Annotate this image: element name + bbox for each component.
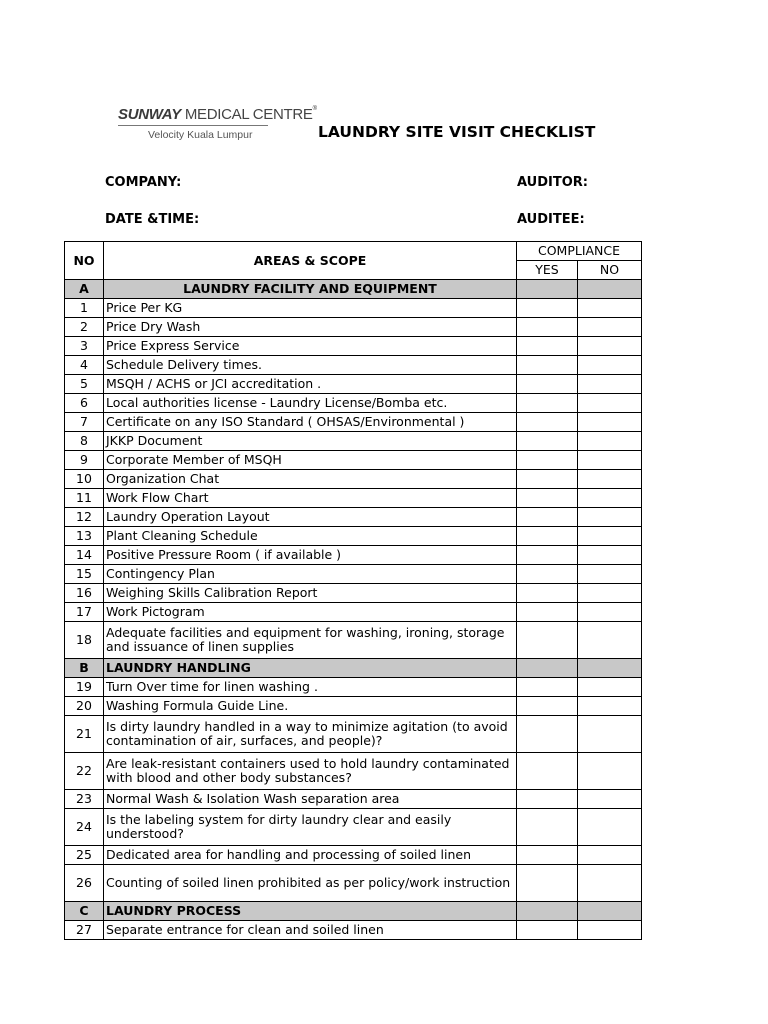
compliance-no-cell[interactable] (578, 451, 642, 470)
item-number: 24 (65, 809, 104, 846)
logo-location: Velocity Kuala Lumpur (148, 129, 253, 141)
compliance-no-cell (578, 902, 642, 921)
compliance-yes-cell (517, 659, 578, 678)
table-row (65, 565, 642, 584)
item-number: 19 (65, 678, 104, 697)
table-row (65, 622, 642, 659)
compliance-yes-cell[interactable] (517, 697, 578, 716)
compliance-no-cell[interactable] (578, 470, 642, 489)
item-number: 18 (65, 622, 104, 659)
compliance-no-cell[interactable] (578, 375, 642, 394)
item-description: Work Flow Chart (104, 489, 517, 508)
compliance-yes-cell[interactable] (517, 508, 578, 527)
table-row (65, 809, 642, 846)
table-row (65, 584, 642, 603)
compliance-yes-cell[interactable] (517, 527, 578, 546)
item-number: 16 (65, 584, 104, 603)
compliance-yes-cell[interactable] (517, 413, 578, 432)
table-row (65, 753, 642, 790)
item-number: 26 (65, 865, 104, 902)
compliance-yes-cell (517, 902, 578, 921)
header-areas-scope: AREAS & SCOPE (104, 242, 517, 280)
section-title: LAUNDRY PROCESS (104, 902, 517, 921)
item-number: 1 (65, 299, 104, 318)
compliance-yes-cell[interactable] (517, 375, 578, 394)
table-row (65, 432, 642, 451)
checklist-body (65, 280, 642, 940)
item-number: 25 (65, 846, 104, 865)
compliance-no-cell[interactable] (578, 584, 642, 603)
compliance-no-cell[interactable] (578, 299, 642, 318)
company-label: COMPANY: (105, 175, 182, 190)
item-number: 14 (65, 546, 104, 565)
compliance-no-cell[interactable] (578, 565, 642, 584)
compliance-no-cell[interactable] (578, 508, 642, 527)
item-number: 3 (65, 337, 104, 356)
item-description: Are leak-resistant containers used to hold laundry contaminated with blood and other body substances? (104, 753, 517, 790)
compliance-no-cell[interactable] (578, 546, 642, 565)
table-row (65, 451, 642, 470)
compliance-yes-cell[interactable] (517, 318, 578, 337)
compliance-no-cell[interactable] (578, 921, 642, 940)
item-description: Dedicated area for handling and processing of soiled linen (104, 846, 517, 865)
compliance-yes-cell[interactable] (517, 356, 578, 375)
item-description: Turn Over time for linen washing . (104, 678, 517, 697)
compliance-no-cell[interactable] (578, 753, 642, 790)
item-description: Work Pictogram (104, 603, 517, 622)
auditee-label: AUDITEE: (517, 212, 585, 227)
item-number: 13 (65, 527, 104, 546)
document-title: LAUNDRY SITE VISIT CHECKLIST (318, 123, 596, 141)
item-description: JKKP Document (104, 432, 517, 451)
table-row (65, 865, 642, 902)
item-description: Local authorities license - Laundry License/Bomba etc. (104, 394, 517, 413)
item-description: Is dirty laundry handled in a way to minimize agitation (to avoid contamination of air, surfaces, and people)? (104, 716, 517, 753)
compliance-yes-cell[interactable] (517, 921, 578, 940)
item-number: 7 (65, 413, 104, 432)
section-row (65, 902, 642, 921)
item-description: Price Express Service (104, 337, 517, 356)
compliance-no-cell[interactable] (578, 527, 642, 546)
item-number: 21 (65, 716, 104, 753)
table-row (65, 546, 642, 565)
logo-brand: SUNWAY (118, 106, 181, 123)
item-number: 20 (65, 697, 104, 716)
table-row (65, 356, 642, 375)
compliance-no-cell[interactable] (578, 394, 642, 413)
item-description: Weighing Skills Calibration Report (104, 584, 517, 603)
table-row (65, 678, 642, 697)
item-description: MSQH / ACHS or JCI accreditation . (104, 375, 517, 394)
item-number: 8 (65, 432, 104, 451)
compliance-no-cell (578, 659, 642, 678)
item-number: 23 (65, 790, 104, 809)
section-row (65, 659, 642, 678)
table-row (65, 790, 642, 809)
item-number: 11 (65, 489, 104, 508)
item-number: 6 (65, 394, 104, 413)
header-compliance: COMPLIANCE (517, 242, 642, 261)
table-row (65, 697, 642, 716)
compliance-no-cell[interactable] (578, 489, 642, 508)
compliance-yes-cell[interactable] (517, 337, 578, 356)
compliance-no-cell[interactable] (578, 432, 642, 451)
item-description: Certificate on any ISO Standard ( OHSAS/Environmental ) (104, 413, 517, 432)
table-row (65, 846, 642, 865)
compliance-no-cell[interactable] (578, 865, 642, 902)
table-row (65, 470, 642, 489)
logo-name: MEDICAL CENTRE (184, 106, 313, 123)
item-number: 12 (65, 508, 104, 527)
item-description: Corporate Member of MSQH (104, 451, 517, 470)
auditor-label: AUDITOR: (517, 175, 588, 190)
section-title: LAUNDRY FACILITY AND EQUIPMENT (104, 280, 517, 299)
table-row (65, 489, 642, 508)
section-row (65, 280, 642, 299)
compliance-no-cell[interactable] (578, 337, 642, 356)
compliance-yes-cell[interactable] (517, 716, 578, 753)
compliance-no-cell[interactable] (578, 716, 642, 753)
header-no-compliance: NO (578, 261, 642, 280)
compliance-no-cell[interactable] (578, 603, 642, 622)
item-description: Price Per KG (104, 299, 517, 318)
checklist-table (64, 241, 642, 940)
logo-wordmark (118, 106, 317, 123)
compliance-no-cell[interactable] (578, 809, 642, 846)
compliance-no-cell[interactable] (578, 790, 642, 809)
section-letter: A (65, 280, 104, 299)
compliance-yes-cell (517, 280, 578, 299)
table-row (65, 394, 642, 413)
header-no: NO (65, 242, 104, 280)
item-description: Plant Cleaning Schedule (104, 527, 517, 546)
table-row (65, 375, 642, 394)
compliance-yes-cell[interactable] (517, 584, 578, 603)
item-description: Normal Wash & Isolation Wash separation area (104, 790, 517, 809)
compliance-no-cell[interactable] (578, 622, 642, 659)
compliance-yes-cell[interactable] (517, 809, 578, 846)
compliance-yes-cell[interactable] (517, 432, 578, 451)
header-yes: YES (517, 261, 578, 280)
compliance-no-cell[interactable] (578, 697, 642, 716)
compliance-yes-cell[interactable] (517, 753, 578, 790)
compliance-no-cell[interactable] (578, 356, 642, 375)
table-row (65, 337, 642, 356)
compliance-yes-cell[interactable] (517, 678, 578, 697)
item-number: 15 (65, 565, 104, 584)
table-row (65, 318, 642, 337)
company-logo (118, 106, 317, 141)
compliance-yes-cell[interactable] (517, 489, 578, 508)
item-number: 10 (65, 470, 104, 489)
compliance-yes-cell[interactable] (517, 846, 578, 865)
section-letter: C (65, 902, 104, 921)
item-description: Washing Formula Guide Line. (104, 697, 517, 716)
compliance-no-cell[interactable] (578, 846, 642, 865)
table-row (65, 921, 642, 940)
section-title: LAUNDRY HANDLING (104, 659, 517, 678)
compliance-yes-cell[interactable] (517, 603, 578, 622)
item-number: 17 (65, 603, 104, 622)
compliance-no-cell (578, 280, 642, 299)
table-row (65, 603, 642, 622)
table-row (65, 527, 642, 546)
item-description: Separate entrance for clean and soiled linen (104, 921, 517, 940)
item-description: Price Dry Wash (104, 318, 517, 337)
compliance-yes-cell[interactable] (517, 394, 578, 413)
item-description: Positive Pressure Room ( if available ) (104, 546, 517, 565)
table-row (65, 413, 642, 432)
item-description: Counting of soiled linen prohibited as per policy/work instruction (104, 865, 517, 902)
item-number: 5 (65, 375, 104, 394)
item-number: 22 (65, 753, 104, 790)
item-number: 4 (65, 356, 104, 375)
item-description: Is the labeling system for dirty laundry clear and easily understood? (104, 809, 517, 846)
item-number: 9 (65, 451, 104, 470)
compliance-yes-cell[interactable] (517, 622, 578, 659)
item-description: Organization Chat (104, 470, 517, 489)
compliance-yes-cell[interactable] (517, 451, 578, 470)
item-number: 27 (65, 921, 104, 940)
table-row (65, 299, 642, 318)
compliance-yes-cell[interactable] (517, 865, 578, 902)
compliance-yes-cell[interactable] (517, 565, 578, 584)
table-row (65, 716, 642, 753)
item-description: Adequate facilities and equipment for washing, ironing, storage and issuance of linen supplies (104, 622, 517, 659)
compliance-no-cell[interactable] (578, 678, 642, 697)
compliance-no-cell[interactable] (578, 413, 642, 432)
compliance-yes-cell[interactable] (517, 790, 578, 809)
section-letter: B (65, 659, 104, 678)
logo-mark: ® (312, 106, 317, 112)
item-description: Laundry Operation Layout (104, 508, 517, 527)
item-description: Schedule Delivery times. (104, 356, 517, 375)
date-time-label: DATE &TIME: (105, 212, 200, 227)
item-description: Contingency Plan (104, 565, 517, 584)
compliance-yes-cell[interactable] (517, 546, 578, 565)
item-number: 2 (65, 318, 104, 337)
logo-divider (118, 125, 268, 126)
table-row (65, 508, 642, 527)
compliance-no-cell[interactable] (578, 318, 642, 337)
compliance-yes-cell[interactable] (517, 299, 578, 318)
compliance-yes-cell[interactable] (517, 470, 578, 489)
